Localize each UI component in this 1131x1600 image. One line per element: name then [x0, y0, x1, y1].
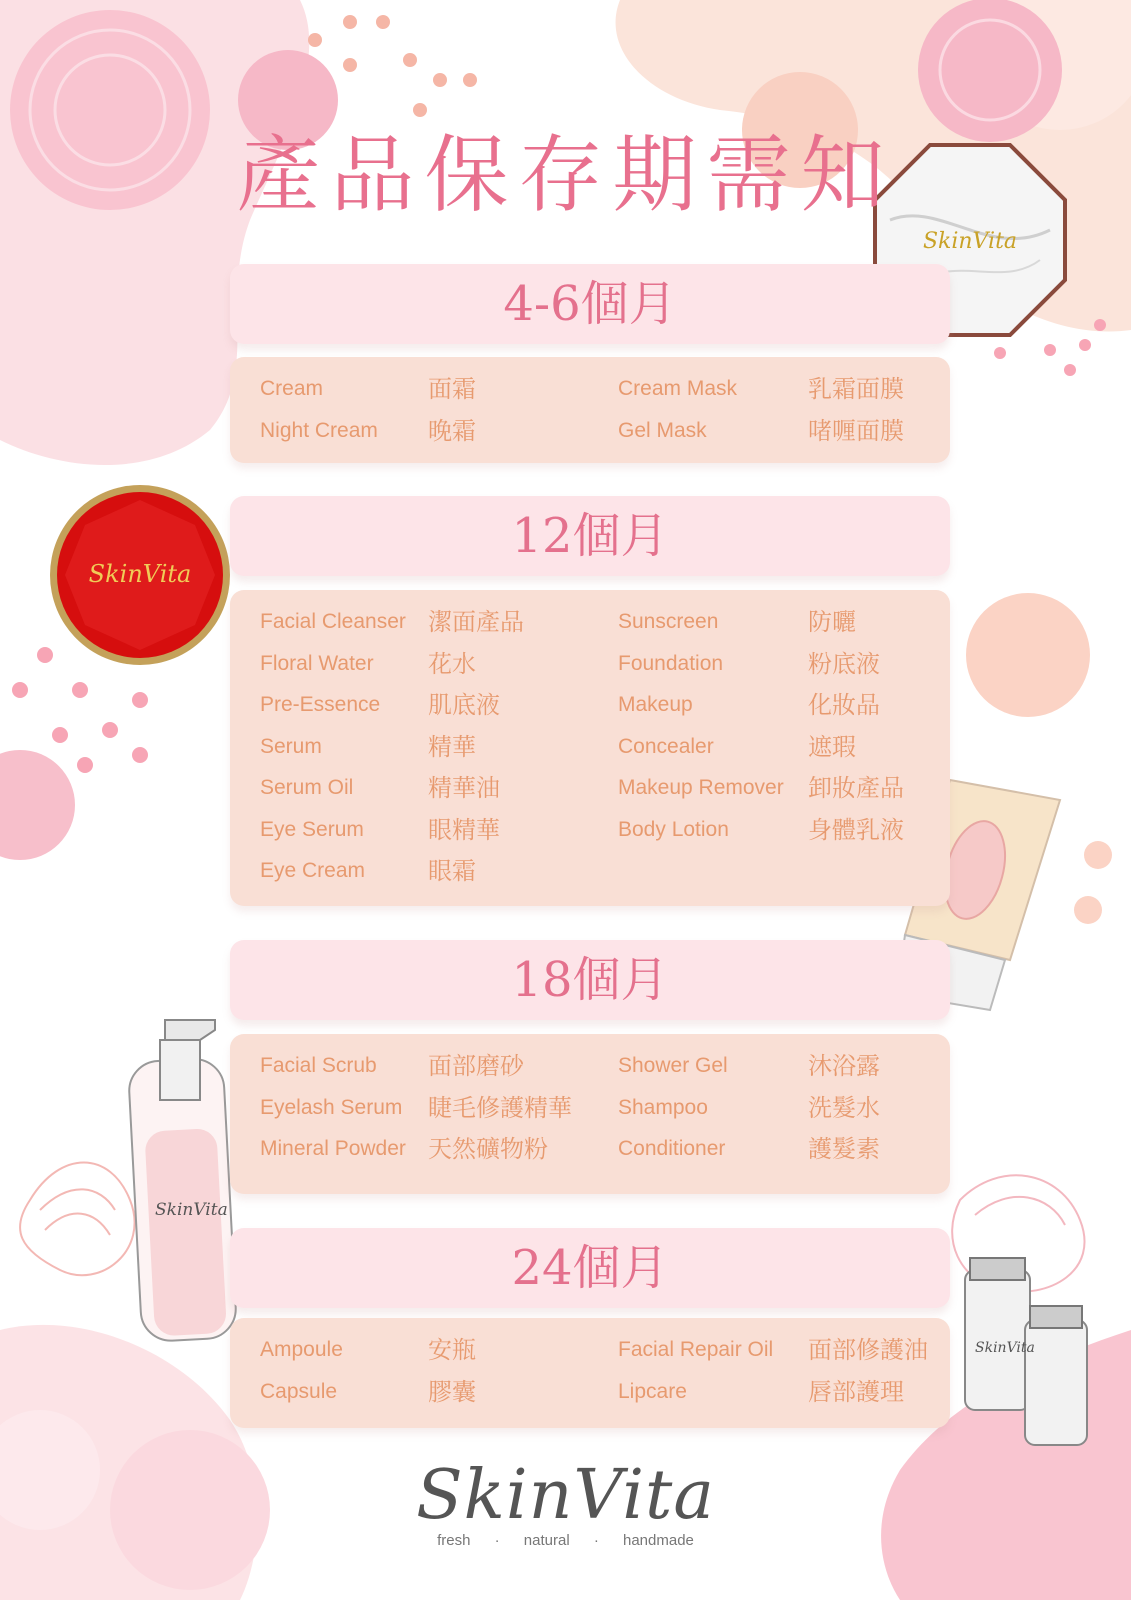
product-name-chinese: 洗髮水	[808, 1093, 880, 1122]
product-name-chinese: 眼精華	[428, 815, 500, 844]
product-name-chinese: 天然礦物粉	[428, 1135, 548, 1163]
red-compact-illustration	[45, 480, 235, 670]
pump-bottle-label: SkinVita	[155, 1200, 228, 1220]
product-name-chinese: 膠囊	[428, 1377, 476, 1406]
product-name-chinese: 肌底液	[428, 691, 500, 719]
brand-tagline	[0, 1532, 1131, 1549]
product-name-english: Serum Oil	[260, 776, 354, 799]
product-row	[230, 1046, 950, 1086]
red-compact-label: SkinVita	[88, 560, 192, 588]
product-row	[230, 1088, 950, 1128]
product-name-chinese: 身體乳液	[808, 815, 904, 844]
tagline-separator: ·	[593, 1532, 599, 1549]
product-name-english: Night Cream	[260, 418, 378, 442]
product-name-english: Foundation	[618, 651, 724, 675]
product-name-chinese: 卸妝產品	[808, 774, 904, 802]
product-name-english: Conditioner	[618, 1137, 726, 1160]
product-name-chinese: 啫喱面膜	[808, 416, 904, 445]
tagline-word: fresh	[437, 1532, 471, 1549]
product-row	[230, 768, 950, 808]
product-name-english: Makeup Remover	[618, 776, 784, 799]
ampoule-label: SkinVita	[975, 1340, 1035, 1356]
product-name-english: Facial Scrub	[260, 1054, 377, 1077]
product-name-chinese: 防曬	[808, 608, 856, 636]
product-name-chinese: 晚霜	[428, 416, 476, 445]
page-title: 產品保存期需知	[236, 126, 895, 224]
product-name-english: Lipcare	[618, 1379, 687, 1403]
product-name-chinese: 安瓶	[428, 1336, 476, 1364]
product-name-english: Mineral Powder	[260, 1137, 406, 1160]
tagline-separator: ·	[494, 1532, 500, 1549]
octagon-compact-label: SkinVita	[922, 229, 1018, 254]
section-panel-4-6-months	[230, 357, 950, 463]
product-name-english: Shampoo	[618, 1095, 708, 1119]
tagline-word: natural	[523, 1532, 570, 1549]
product-name-chinese: 面部修護油	[808, 1336, 928, 1364]
product-name-chinese: 乳霜面膜	[808, 375, 904, 403]
product-name-chinese: 面部磨砂	[428, 1052, 524, 1080]
product-name-english: Shower Gel	[618, 1054, 728, 1077]
product-row	[230, 810, 950, 850]
pump-bottle-illustration	[128, 1020, 238, 1342]
tagline-word: handmade	[623, 1532, 694, 1549]
section-panel-12-months	[230, 590, 950, 906]
product-name-english: Facial Repair Oil	[618, 1338, 774, 1361]
product-name-english: Pre-Essence	[260, 693, 381, 716]
section-heading-12-months: 12個月	[230, 496, 950, 576]
product-name-english: Facial Cleanser	[260, 610, 406, 633]
product-name-english: Capsule	[260, 1379, 338, 1403]
product-name-chinese: 眼霜	[428, 857, 476, 885]
product-name-english: Eyelash Serum	[260, 1095, 403, 1119]
product-name-english: Gel Mask	[618, 418, 707, 442]
product-row	[230, 369, 950, 409]
product-name-chinese: 面霜	[428, 375, 476, 403]
product-name-english: Cream	[260, 377, 324, 400]
product-name-chinese: 潔面產品	[428, 608, 524, 636]
product-row	[230, 685, 950, 725]
product-name-chinese: 粉底液	[808, 649, 880, 678]
product-row	[230, 851, 950, 891]
product-name-english: Makeup	[618, 693, 693, 716]
section-heading-24-months: 24個月	[230, 1228, 950, 1308]
product-name-english: Body Lotion	[618, 817, 729, 841]
product-name-english: Ampoule	[260, 1338, 343, 1361]
brand-logo: SkinVita	[416, 1456, 715, 1535]
section-heading-18-months: 18個月	[230, 940, 950, 1020]
product-row	[230, 727, 950, 767]
product-name-chinese: 護髮素	[808, 1135, 880, 1163]
product-name-english: Sunscreen	[618, 610, 719, 633]
product-row	[230, 644, 950, 684]
section-panel-24-months	[230, 1318, 950, 1428]
product-name-english: Cream Mask	[618, 377, 738, 400]
product-name-chinese: 化妝品	[808, 691, 880, 719]
product-name-english: Eye Serum	[260, 817, 364, 841]
product-name-chinese: 花水	[428, 649, 476, 678]
product-name-chinese: 唇部護理	[808, 1377, 904, 1406]
product-name-english: Serum	[260, 734, 322, 758]
product-row	[230, 411, 950, 451]
product-row	[230, 1129, 950, 1169]
product-name-chinese: 遮瑕	[808, 732, 856, 761]
product-name-english: Concealer	[618, 734, 714, 758]
product-name-chinese: 睫毛修護精華	[428, 1093, 572, 1122]
section-panel-18-months	[230, 1034, 950, 1194]
product-row	[230, 1372, 950, 1412]
product-row	[230, 1330, 950, 1370]
product-name-chinese: 精華	[428, 732, 476, 761]
product-name-english: Eye Cream	[260, 859, 366, 882]
section-heading-4-6-months: 4-6個月	[230, 264, 950, 344]
product-name-chinese: 沐浴露	[808, 1052, 880, 1080]
product-row	[230, 602, 950, 642]
product-name-chinese: 精華油	[428, 774, 500, 802]
product-name-english: Floral Water	[260, 651, 374, 675]
